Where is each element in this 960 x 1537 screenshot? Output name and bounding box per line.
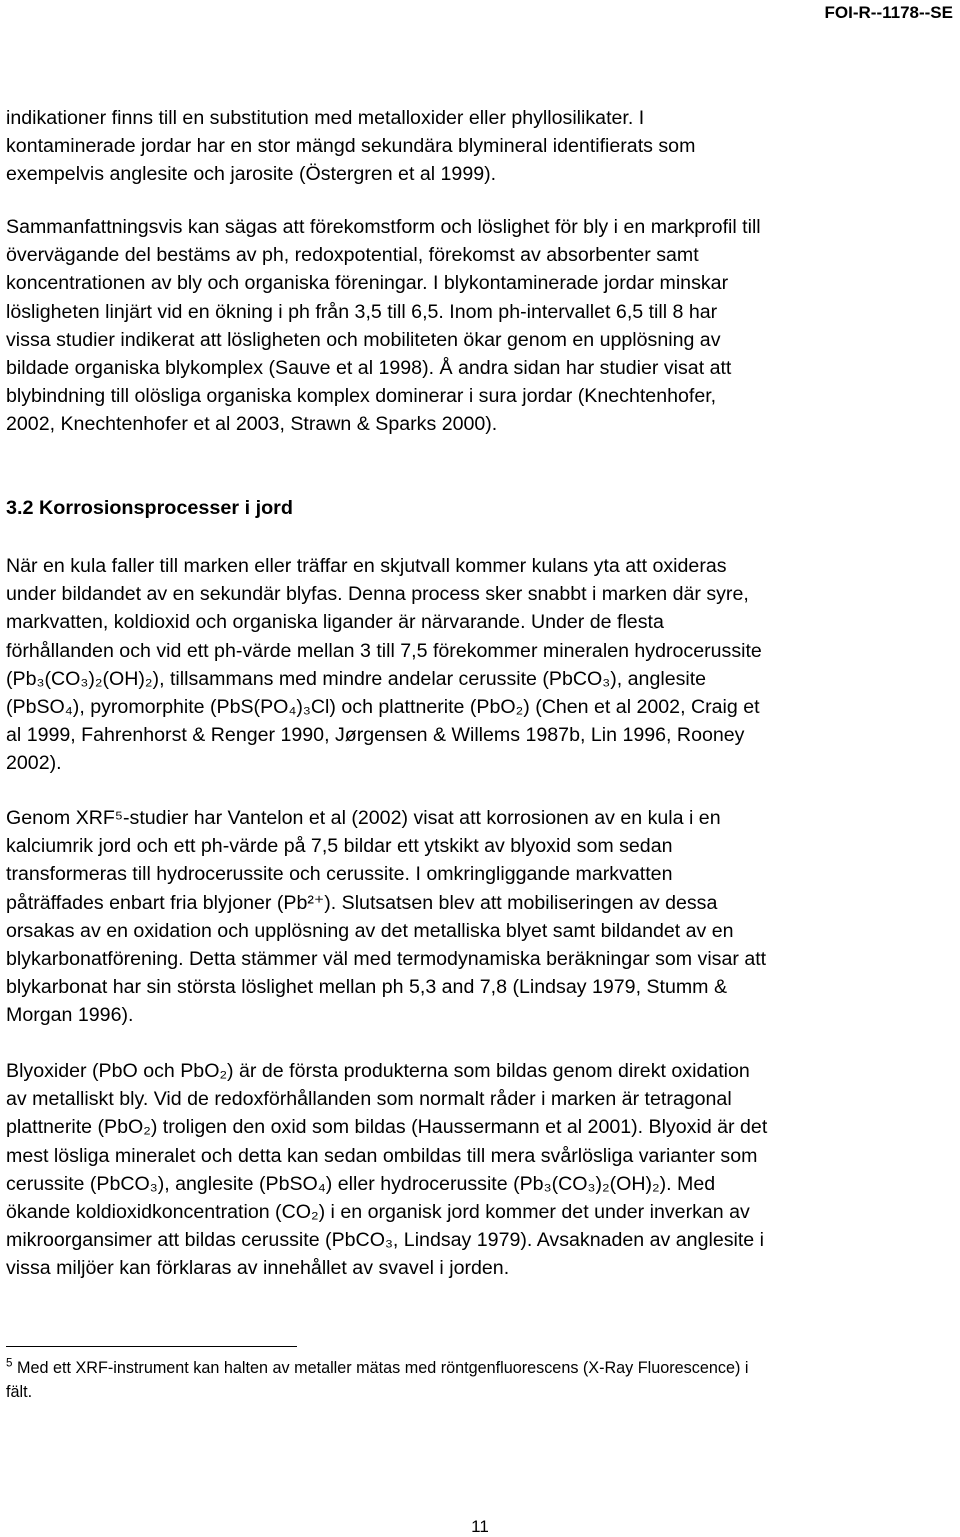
text-line: markvatten, koldioxid och organiska ligander är närvarande. Under de flesta — [6, 611, 664, 634]
text-line: plattnerite (PbO₂) troligen den oxid som bildas (Haussermann et al 2001). Blyoxid är det — [6, 1116, 768, 1139]
paragraph-lead-oxides — [6, 1057, 956, 1283]
text-line: När en kula faller till marken eller träffar en skjutvall kommer kulans yta att oxideras — [6, 555, 727, 577]
text-line: vissa miljöer kan förklaras av innehållet av svavel i jorden. — [6, 1257, 510, 1280]
text-line: (Pb₃(CO₃)₂(OH)₂), tillsammans med mindre andelar cerussite (PbCO₃), anglesite — [6, 667, 707, 690]
text-line: förhållanden och vid ett ph-värde mellan 3 till 7,5 förekommer mineralen hydrocerussite — [6, 639, 762, 662]
text-line: kontaminerade jordar har en stor mängd sekundära blymineral identifierats som — [6, 135, 696, 158]
text-line: al 1999, Fahrenhorst & Renger 1990, Jørgensen & Willems 1987b, Lin 1996, Rooney — [6, 724, 745, 747]
paragraph-xrf-studies — [6, 804, 956, 1030]
report-id: FOI-R--1178--SE — [824, 3, 953, 22]
text-line: transformeras till hydrocerussite och cerussite. I omkringliggande markvatten — [6, 863, 673, 886]
footnote-text: Med ett XRF-instrument kan halten av metaller mätas med röntgenfluorescens (X-Ray Fluorescence) i — [16, 1359, 749, 1377]
footnote-separator — [6, 1346, 297, 1347]
text-line: vissa studier indikerat att lösligheten och mobiliteten ökar genom en upplösning av — [6, 328, 721, 351]
text-line: Genom XRF⁵-studier har Vantelon et al (2002) visat att korrosionen av en kula i en — [6, 807, 721, 829]
text-line: under bildandet av en sekundär blyfas. Denna process sker snabbt i marken där syre, — [6, 583, 749, 606]
text-line: 2002). — [6, 752, 62, 775]
paragraph-summary-solubility — [6, 213, 956, 439]
text-line: kalciumrik jord och ett ph-värde på 7,5 bildar ett ytskikt av blyoxid som sedan — [6, 835, 673, 858]
text-line: av metalliskt bly. Vid de redoxförhållanden som normalt råder i marken är tetragonal — [6, 1088, 732, 1111]
footnote-mark: 5 — [6, 1356, 13, 1370]
footnote-line: fält. — [6, 1382, 33, 1401]
paragraph-bullet-oxidation — [6, 552, 956, 778]
footnote — [6, 1357, 956, 1404]
footnote-line — [6, 1357, 956, 1381]
paragraph-mineral-substitution — [6, 104, 956, 189]
text-line: lösligheten linjärt vid en ökning i ph från 3,5 till 6,5. Inom ph-intervallet 6,5 till 8 har — [6, 300, 718, 323]
text-line: orsakas av en oxidation och upplösning av det metalliska blyet samt bildandet av en — [6, 919, 734, 942]
text-line: blykarbonatförening. Detta stämmer väl med termodynamiska beräkningar som visar att — [6, 947, 767, 970]
text-line: blykarbonat har sin största löslighet mellan ph 5,3 and 7,8 (Lindsay 1979, Stumm & — [6, 976, 728, 999]
text-line: bildade organiska blykomplex (Sauve et al 1998). Å andra sidan har studier visat att — [6, 356, 732, 379]
text-line: Blyoxider (PbO och PbO₂) är de första produkterna som bildas genom direkt oxidation — [6, 1060, 750, 1082]
text-line: indikationer finns till en substitution med metalloxider eller phyllosilikater. I — [6, 107, 645, 129]
text-line: exempelvis anglesite och jarosite (Östergren et al 1999). — [6, 163, 497, 186]
text-line: ökande koldioxidkoncentration (CO₂) i en organisk jord kommer det under inverkan av — [6, 1200, 750, 1223]
section-heading — [6, 494, 293, 522]
text-line: (PbSO₄), pyromorphite (PbS(PO₄)₃Cl) och plattnerite (PbO₂) (Chen et al 2002, Craig et — [6, 695, 760, 718]
text-line: Sammanfattningsvis kan sägas att förekomstform och löslighet för bly i en markprofil till — [6, 216, 761, 238]
text-line: cerussite (PbCO₃), anglesite (PbSO₄) eller hydrocerussite (Pb₃(CO₃)₂(OH)₂). Med — [6, 1172, 716, 1195]
text-line: blybindning till olösliga organiska komplex dominerar i sura jordar (Knechtenhofer, — [6, 385, 717, 408]
section-title: Korrosionsprocesser i jord — [39, 497, 293, 519]
text-line: mest lösliga mineralet och detta kan sedan ombildas till mera svårlösliga varianter som — [6, 1144, 758, 1167]
text-line: övervägande del bestäms av ph, redoxpotential, förekomst av absorbenter samt — [6, 244, 699, 267]
text-line: Morgan 1996). — [6, 1004, 134, 1027]
page-number: 11 — [471, 1517, 489, 1536]
text-line: 2002, Knechtenhofer et al 2003, Strawn & Sparks 2000). — [6, 413, 498, 436]
text-line: påträffades enbart fria blyjoner (Pb²⁺). Slutsatsen blev att mobiliseringen av dessa — [6, 891, 718, 914]
text-line: koncentrationen av bly och organiska föreningar. I blykontaminerade jordar minskar — [6, 272, 729, 295]
text-line: mikroorgansimer att bildas cerussite (PbCO₃, Lindsay 1979). Avsaknaden av anglesite i — [6, 1229, 765, 1252]
section-number: 3.2 — [6, 497, 34, 519]
